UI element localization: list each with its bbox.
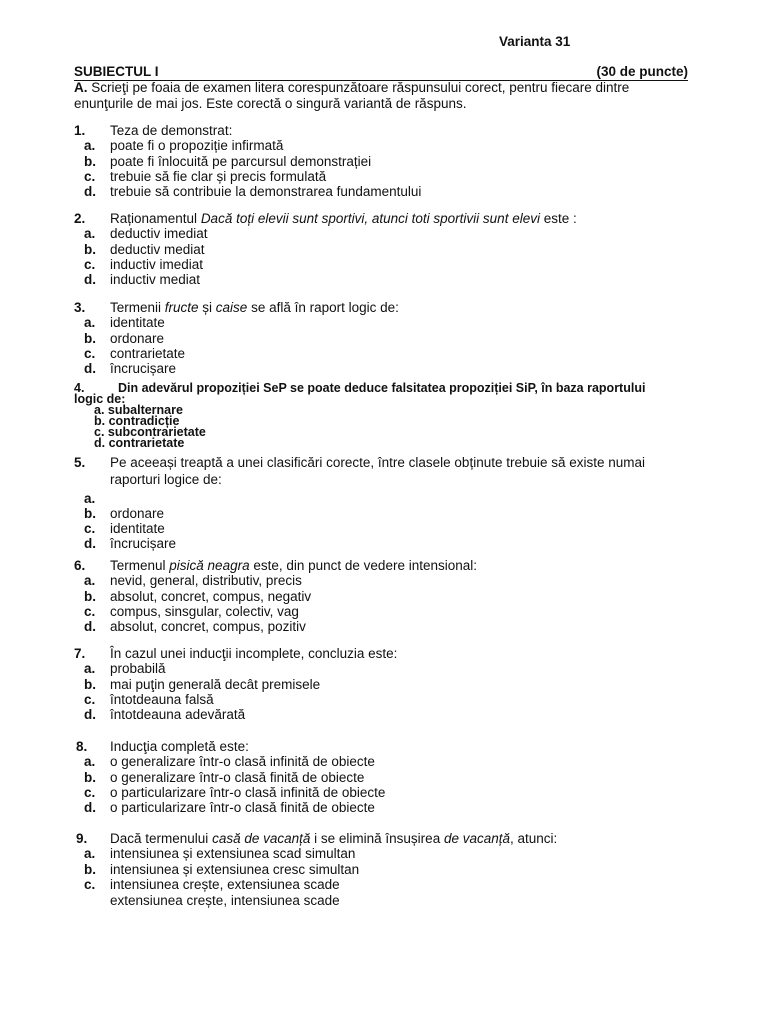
question-7 (74, 646, 397, 722)
question-number: 5. (74, 455, 86, 470)
subject-header (74, 64, 688, 81)
option-b[interactable]: b. deductiv mediat (84, 241, 205, 257)
subject-title: SUBIECTUL I (74, 64, 159, 79)
option-c[interactable]: c. subcontrarietate (94, 425, 206, 439)
question-stem-italic: Dacă toți elevii sunt sportivi, atunci toti sportivii sunt elevi (200, 211, 540, 226)
option-a[interactable]: a. intensiunea și extensiunea scad simultan (84, 846, 356, 862)
question-stem: Inducţia completă este: (110, 739, 249, 754)
option-a[interactable]: a. subalternare (94, 403, 183, 417)
instructions (74, 80, 694, 112)
option-c[interactable]: c. compus, sinsgular, colectiv, vag (84, 603, 299, 619)
question-stem: Teza de demonstrat: (110, 123, 233, 138)
subject-points: (30 de puncte) (596, 64, 688, 79)
option-d[interactable]: d. trebuie să contribuie la demonstrarea fundamentului (84, 184, 422, 200)
option-b[interactable]: b. intensiunea și extensiunea cresc simultan (84, 861, 360, 877)
option-d[interactable]: d. inductiv mediat (84, 272, 201, 288)
variant-label: Varianta 31 (499, 34, 571, 49)
option-c[interactable]: c. contrarietate (84, 345, 186, 361)
question-number: 2. (74, 211, 86, 226)
question-number: 4. (74, 381, 85, 395)
option-d[interactable]: d. încrucișare (84, 361, 177, 377)
option-d[interactable]: d. absolut, concret, compus, pozitiv (84, 619, 306, 635)
question-number: 8. (76, 739, 88, 754)
option-b[interactable]: b. contradicție (94, 414, 180, 428)
section-letter: A. (74, 80, 88, 95)
option-b[interactable]: b. o generalizare într-o clasă finită de obiecte (84, 769, 365, 785)
option-b[interactable]: b. mai puţin generală decât premisele (84, 676, 321, 692)
option-c[interactable]: c. trebuie să fie clar și precis formulată (84, 168, 327, 184)
question-3: 3. Termenii fructe și caise se află în raport logic de: a. identitate b. ordonare c. contrarietate d. încrucișare (74, 300, 399, 377)
question-6: 6. Termenul pisică neagra este, din punct de vedere intensional: a. nevid, general, distributiv, precis b. absolut, concret, compus, negativ c. compus, sinsgular, colectiv, vag d. absolut, concret, compus, pozitiv (74, 558, 477, 635)
option-b[interactable]: b. ordonare (84, 330, 165, 346)
question-2: 2. Raționamentul Dacă toți elevii sunt sportivi, atunci toti sportivii sunt elevi este : a. deductiv imediat b. deductiv mediat c. inductiv imediat d. inductiv mediat (74, 211, 577, 288)
option-c[interactable]: c. intensiunea crește, extensiunea scade (84, 876, 340, 892)
option-b[interactable]: b. absolut, concret, compus, negativ (84, 588, 312, 604)
question-number: 3. (74, 300, 86, 315)
option-c[interactable]: c. inductiv imediat (84, 256, 204, 272)
instructions-line-1: Scrieţi pe foaia de examen litera corespunzătoare răspunsului corect, pentru fiecare dintre (91, 80, 630, 95)
question-5: 5. Pe aceeași treaptă a unei clasificări corecte, între clasele obținute trebuie să existe numai raporturi logice de: a. b. ordonare c. identitate d. încrucișare (74, 455, 646, 552)
option-a[interactable]: a. (84, 490, 96, 506)
question-8 (74, 739, 385, 815)
question-stem: Pe aceeași treaptă a unei clasificări corecte, între clasele obținute trebuie să existe numai (110, 455, 646, 470)
question-1 (74, 123, 421, 199)
option-a[interactable]: a. identitate (84, 315, 165, 331)
question-4: 4. Din adevărul propoziției SeP se poate deduce falsitatea propoziției SiP, în baza raportului logic de: a. subalternare b. contradicție c. subcontrarietate d. contrarietate (74, 383, 714, 449)
option-a[interactable]: a. nevid, general, distributiv, precis (84, 573, 302, 589)
question-number: 6. (74, 558, 86, 573)
question-9: 9. Dacă termenului casă de vacanță i se elimină însușirea de vacanță, atunci: a. intensiunea și extensiunea scad simultan b. intensiunea și extensiunea cresc simultan c. intensiunea crește, extensiunea scade (76, 831, 558, 892)
option-d[interactable]: d. încrucișare (84, 536, 177, 552)
option-a[interactable]: a. probabilă (84, 661, 166, 677)
question-stem: În cazul unei inducţii incomplete, concluzia este: (110, 646, 398, 661)
option-a[interactable]: a. poate fi o propoziție infirmată (84, 138, 284, 154)
question-stem: Din adevărul propoziției SeP se poate deduce falsitatea propoziției SiP, în baza raportului (118, 381, 646, 395)
option-d[interactable]: d. contrarietate (94, 436, 185, 450)
option-b[interactable]: b. ordonare (84, 505, 165, 521)
option-d-unlabeled[interactable]: extensiunea crește, intensiunea scade (110, 893, 340, 908)
option-a[interactable]: a. o generalizare într-o clasă infinită de obiecte (84, 754, 375, 770)
option-d[interactable]: d. o particularizare într-o clasă finită de obiecte (84, 800, 375, 816)
option-b[interactable]: b. poate fi înlocuită pe parcursul demonstrației (84, 153, 372, 169)
option-c[interactable]: c. identitate (84, 521, 165, 537)
option-d[interactable]: d. întotdeauna adevărată (84, 707, 246, 723)
option-a[interactable]: a. deductiv imediat (84, 226, 208, 242)
option-c[interactable]: c. o particularizare într-o clasă infinită de obiecte (84, 784, 386, 800)
question-number: 9. (76, 831, 88, 846)
instructions-line-2: enunţurile de mai jos. Este corectă o singură variantă de răspuns. (74, 96, 467, 111)
option-c[interactable]: c. întotdeauna falsă (84, 691, 214, 707)
question-number: 7. (74, 646, 86, 661)
question-number: 1. (74, 123, 86, 138)
